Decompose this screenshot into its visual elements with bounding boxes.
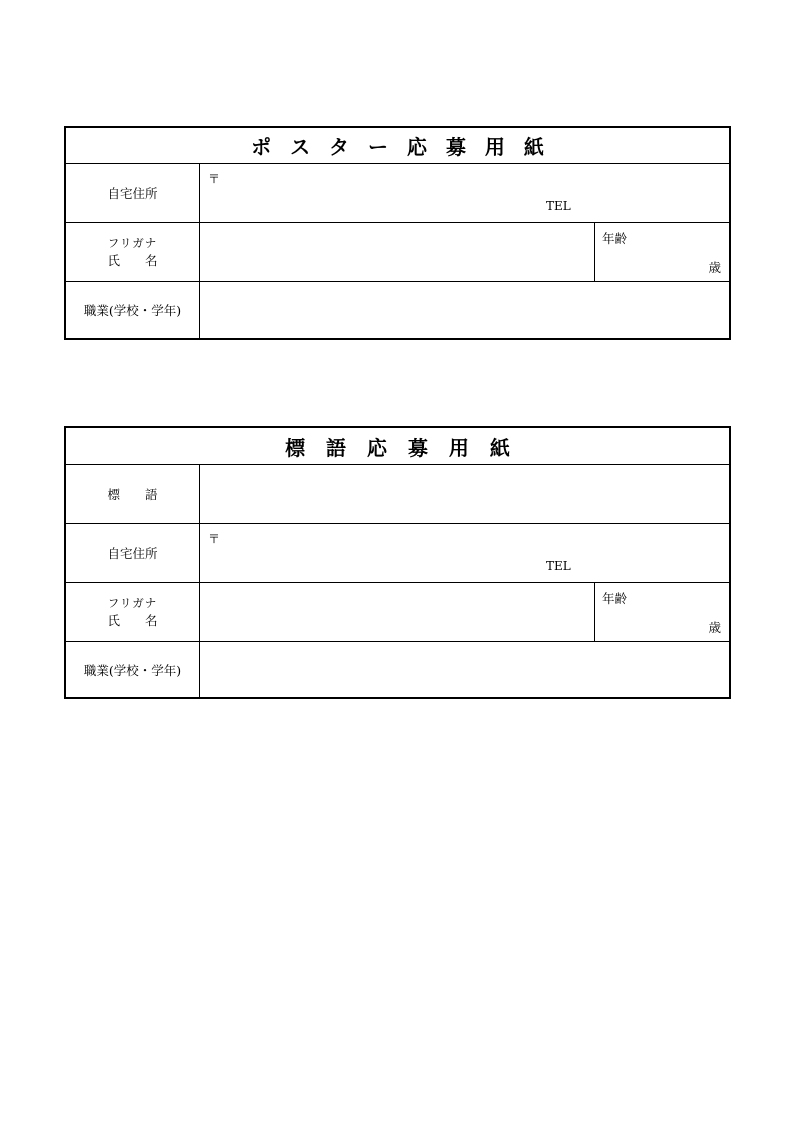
poster-address-field[interactable]: [200, 164, 729, 222]
poster-furigana-label: フリガナ: [107, 236, 158, 250]
slogan-occupation-label: 職業(学校・学年): [83, 663, 182, 678]
slogan-age-field[interactable]: [594, 583, 729, 641]
slogan-name-label-cell: [66, 583, 200, 641]
slogan-form-title-row: [66, 428, 729, 465]
slogan-application-form: [64, 426, 731, 699]
slogan-age-label: 年齢: [602, 591, 628, 606]
slogan-text-label: 標 語: [107, 486, 158, 502]
poster-age-unit: 歳: [708, 260, 721, 275]
slogan-address-row: [66, 524, 729, 583]
slogan-zip-mark: 〒: [208, 532, 221, 546]
poster-zip-mark: 〒: [208, 172, 221, 186]
poster-age-label: 年齢: [602, 231, 628, 246]
poster-address-label: 自宅住所: [107, 185, 158, 201]
slogan-tel-label: TEL: [546, 559, 571, 573]
poster-application-form: [64, 126, 731, 340]
poster-tel-label: TEL: [546, 199, 571, 213]
slogan-text-field[interactable]: [200, 465, 729, 523]
slogan-address-label: 自宅住所: [107, 545, 158, 561]
poster-address-label-cell: [66, 164, 200, 222]
poster-name-field[interactable]: [200, 223, 594, 281]
slogan-name-row: [66, 583, 729, 642]
slogan-occupation-label-cell: [66, 642, 200, 699]
slogan-furigana-label: フリガナ: [107, 596, 158, 610]
poster-address-row: [66, 164, 729, 223]
poster-name-label: 氏 名: [107, 253, 158, 268]
poster-occupation-row: [66, 282, 729, 339]
slogan-address-label-cell: [66, 524, 200, 582]
slogan-text-row: [66, 465, 729, 524]
slogan-occupation-field[interactable]: [200, 642, 729, 699]
poster-occupation-label-cell: [66, 282, 200, 339]
poster-form-title: ポ ス タ ー 応 募 用 紙: [251, 135, 544, 159]
poster-name-row: [66, 223, 729, 282]
poster-occupation-label: 職業(学校・学年): [83, 303, 182, 318]
slogan-text-label-cell: [66, 465, 200, 523]
slogan-name-field[interactable]: [200, 583, 594, 641]
slogan-name-label: 氏 名: [107, 613, 158, 628]
slogan-address-field[interactable]: [200, 524, 729, 582]
slogan-age-unit: 歳: [708, 620, 721, 635]
poster-form-title-row: [66, 128, 729, 164]
poster-occupation-field[interactable]: [200, 282, 729, 339]
poster-age-field[interactable]: [594, 223, 729, 281]
slogan-form-title: 標 語 応 募 用 紙: [285, 435, 510, 460]
poster-name-label-cell: [66, 223, 200, 281]
slogan-occupation-row: [66, 642, 729, 699]
